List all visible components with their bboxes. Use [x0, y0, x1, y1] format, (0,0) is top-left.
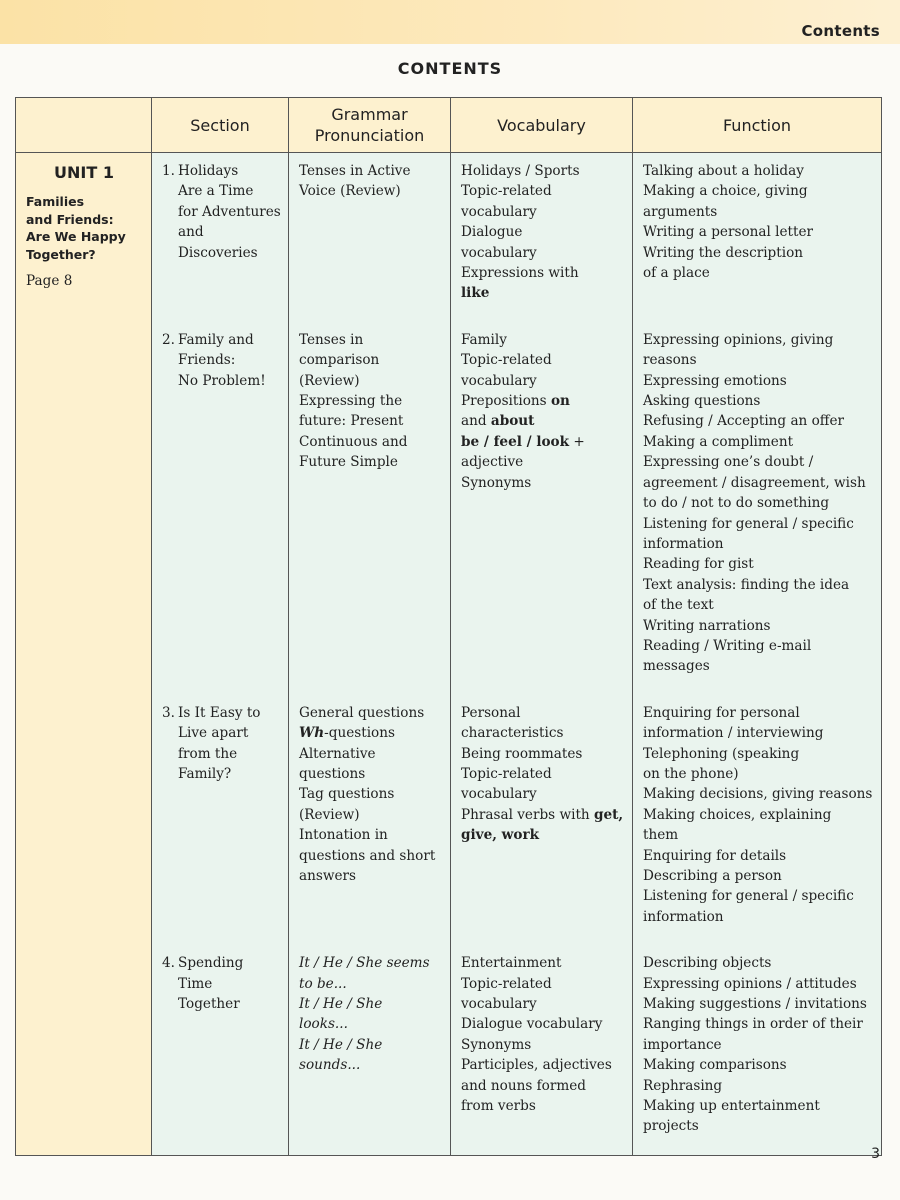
grammar-line: questions and short — [299, 847, 436, 864]
function-line: importance — [643, 1036, 722, 1053]
section-title-line: No Problem! — [178, 372, 266, 389]
grammar-line: sounds... — [299, 1057, 361, 1074]
vocabulary-line: Personal characteristics — [461, 704, 564, 742]
function-line: Making decisions, giving reasons — [643, 786, 873, 803]
column-header-label: Function — [722, 115, 792, 135]
unit-title-line: Together? — [26, 246, 96, 262]
function-line: Making up entertainment — [643, 1098, 820, 1115]
vocabulary-line: Topic-related — [461, 975, 552, 992]
unit-title-line: and Friends: — [26, 211, 114, 227]
grammar-line: It / He / She — [299, 1036, 383, 1053]
grammar-line: questions — [299, 765, 366, 782]
grammar-line: answers — [299, 868, 356, 884]
vocabulary-line: vocabulary — [461, 786, 537, 803]
function-line: messages — [643, 658, 710, 675]
function-line: Making suggestions / invitations — [643, 996, 867, 1013]
grammar-cell — [289, 695, 451, 945]
vocabulary-line: give, work — [461, 827, 540, 844]
section-title-line: Holidays — [178, 163, 239, 179]
function-cell — [633, 322, 882, 695]
section-cell — [152, 945, 289, 1155]
grammar-line: looks... — [299, 1016, 348, 1033]
grammar-line: Tag questions — [299, 786, 395, 803]
section-title-line: and — [178, 224, 204, 241]
vocabulary-cell — [451, 322, 633, 695]
grammar-line: It / He / She — [299, 996, 383, 1013]
function-line: information / interviewing — [643, 725, 824, 742]
unit-cell — [16, 153, 152, 1156]
vocabulary-line: Expressions with — [461, 265, 579, 282]
section-title-line: Spending — [178, 955, 244, 972]
vocabulary-line: vocabulary — [461, 203, 537, 220]
vocabulary-line: vocabulary — [461, 996, 537, 1013]
function-line: Telephoning (speaking — [643, 745, 800, 762]
function-line: Expressing emotions — [643, 372, 787, 389]
grammar-line: (Review) — [299, 806, 360, 823]
grammar-line: Wh-questions — [299, 725, 395, 742]
function-line: Expressing opinions, giving — [643, 331, 834, 348]
function-line: Enquiring for personal — [643, 704, 800, 721]
function-line: Talking about a holiday — [643, 163, 804, 179]
section-number: 4. — [162, 955, 175, 972]
header-unit — [16, 98, 152, 153]
vocabulary-line: and nouns formed — [461, 1077, 586, 1094]
grammar-line: Future Simple — [299, 454, 398, 471]
vocabulary-line: Synonyms — [461, 1036, 532, 1053]
grammar-line: to be... — [299, 975, 347, 992]
function-cell — [633, 695, 882, 945]
top-color-band — [0, 0, 900, 44]
section-cell — [152, 322, 289, 695]
section-title — [178, 330, 266, 391]
grammar-line: future: Present — [299, 413, 404, 430]
column-header-label: Section — [190, 115, 250, 135]
vocabulary-line: Topic-related — [461, 765, 552, 782]
unit-page-ref: Page 8 — [26, 273, 73, 290]
function-line: arguments — [643, 203, 718, 220]
grammar-line: Intonation in — [299, 827, 388, 844]
function-line: agreement / disagreement, wish — [643, 474, 866, 491]
function-line: Refusing / Accepting an offer — [643, 413, 845, 430]
header-section — [152, 98, 289, 153]
section-number: 3. — [162, 704, 175, 721]
section-title-line: Family and — [178, 331, 254, 348]
header-vocabulary — [451, 98, 633, 153]
grammar-line: Alternative — [299, 745, 376, 762]
vocabulary-line: vocabulary — [461, 244, 537, 261]
vocabulary-line: Prepositions on — [461, 393, 570, 410]
grammar-cell — [289, 945, 451, 1155]
grammar-line: General questions — [299, 704, 425, 721]
grammar-line: Tenses in Active — [299, 163, 411, 179]
function-line: Ranging things in order of their — [643, 1016, 863, 1033]
vocabulary-line: Phrasal verbs with get, — [461, 806, 624, 823]
vocabulary-line: like — [461, 285, 490, 302]
function-line: Writing narrations — [643, 617, 771, 634]
vocabulary-line: and about — [461, 413, 535, 430]
section-title — [178, 161, 281, 263]
vocabulary-line: vocabulary — [461, 372, 537, 389]
function-line: of a place — [643, 265, 710, 282]
function-line: Writing the description — [643, 244, 804, 261]
function-line: Making a choice, giving — [643, 183, 808, 200]
section-title-line: Family? — [178, 765, 232, 782]
function-line: Asking questions — [643, 393, 761, 410]
column-header-label: Grammar — [331, 105, 408, 124]
function-line: Describing a person — [643, 868, 782, 884]
grammar-line: It / He / She seems — [299, 955, 430, 972]
vocabulary-line: Dialogue — [461, 224, 523, 241]
function-line: projects — [643, 1118, 699, 1135]
vocabulary-line: Holidays / Sports — [461, 163, 580, 179]
function-line: to do / not to do something — [643, 495, 830, 512]
section-title — [178, 953, 243, 1014]
grammar-line: Continuous and — [299, 433, 408, 450]
function-line: Text analysis: finding the idea — [643, 576, 850, 593]
vocabulary-line: from verbs — [461, 1098, 536, 1115]
function-line: of the text — [643, 597, 714, 614]
function-line: Making comparisons — [643, 1057, 787, 1074]
column-header-label: Pronunciation — [314, 126, 425, 145]
vocabulary-line: adjective — [461, 454, 524, 471]
function-line: Writing a personal letter — [643, 224, 814, 241]
section-row — [16, 153, 882, 322]
header-grammar — [289, 98, 451, 153]
function-line: Describing objects — [643, 955, 772, 972]
section-number: 1. — [162, 163, 175, 179]
vocabulary-line: Synonyms — [461, 474, 532, 491]
vocabulary-line: Participles, adjectives — [461, 1057, 612, 1074]
grammar-line: comparison — [299, 352, 380, 369]
function-line: Expressing opinions / attitudes — [643, 975, 857, 992]
unit-title-line: Are We Happy — [26, 229, 126, 245]
page-title: CONTENTS — [397, 59, 503, 78]
vocabulary-line: Topic-related — [461, 352, 552, 369]
header-function — [633, 98, 882, 153]
grammar-cell — [289, 153, 451, 322]
section-title-line: from the — [178, 745, 238, 762]
grammar-line: Voice (Review) — [299, 183, 401, 200]
grammar-line: Expressing the — [299, 393, 403, 410]
unit-title — [26, 193, 143, 263]
vocabulary-line: Family — [461, 331, 507, 348]
section-title-line: Are a Time — [178, 183, 254, 200]
function-line: on the phone) — [643, 765, 739, 782]
section-title-line: Is It Easy to — [178, 704, 261, 721]
section-title-line: Friends: — [178, 352, 236, 369]
vocabulary-line: Topic-related — [461, 183, 552, 200]
function-cell — [633, 153, 882, 322]
function-line: reasons — [643, 352, 697, 369]
function-line: Making a compliment — [643, 433, 794, 450]
vocabulary-cell — [451, 695, 633, 945]
section-title-line: Discoveries — [178, 244, 258, 261]
section-title-line: for Adventures — [178, 203, 281, 220]
section-title-line: Live apart — [178, 725, 249, 742]
section-title-line: Time — [178, 975, 213, 992]
function-line: Rephrasing — [643, 1077, 723, 1094]
function-line: Listening for general / specific — [643, 888, 854, 905]
column-header-label: Vocabulary — [497, 115, 586, 135]
grammar-line: (Review) — [299, 372, 360, 389]
grammar-line: Tenses in — [299, 331, 364, 348]
vocabulary-line: Entertainment — [461, 955, 562, 972]
function-line: them — [643, 827, 679, 844]
page-number: 3 — [871, 1146, 880, 1162]
header-row — [16, 98, 882, 153]
function-line: Listening for general / specific — [643, 515, 854, 532]
vocabulary-line: be / feel / look + — [461, 433, 585, 450]
function-line: Expressing one’s doubt / — [643, 454, 814, 471]
unit-title-line: Families — [26, 194, 85, 210]
section-cell — [152, 695, 289, 945]
function-line: information — [643, 535, 724, 552]
grammar-cell — [289, 322, 451, 695]
function-line: Reading for gist — [643, 556, 754, 573]
function-cell — [633, 945, 882, 1155]
contents-table — [15, 97, 882, 1156]
function-line: information — [643, 908, 724, 925]
vocabulary-cell — [451, 945, 633, 1155]
unit-label: UNIT 1 — [54, 163, 114, 182]
section-title-line: Together — [178, 996, 240, 1013]
section-number: 2. — [162, 331, 175, 348]
section-title — [178, 703, 260, 785]
function-line: Enquiring for details — [643, 847, 787, 864]
running-head: Contents — [801, 22, 880, 40]
section-cell — [152, 153, 289, 322]
function-line: Making choices, explaining — [643, 806, 832, 823]
vocabulary-cell — [451, 153, 633, 322]
function-line: Reading / Writing e-mail — [643, 637, 812, 654]
vocabulary-line: Dialogue vocabulary — [461, 1016, 603, 1033]
vocabulary-line: Being roommates — [461, 745, 583, 762]
